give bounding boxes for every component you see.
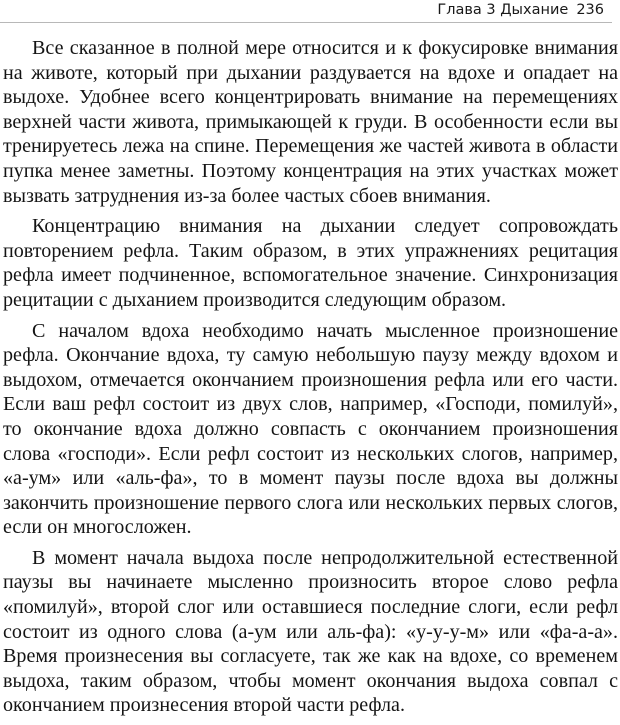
page-number: 236 bbox=[576, 2, 604, 18]
paragraph: С началом вдоха необходимо начать мысленное произношение рефла. Окончание вдоха, ту самую небольшую паузу между вдохом и выдохом, отмечается окончанием произношения рефла или его части. Если ваш рефл состоит из двух слов, например, «Господи, помилуй», то окончание вдоха должно совпасть с окончанием произношения слова «господи». Если рефл состоит из нескольких слогов, например, «а-ум» или «аль-фа», то в момент паузы после вдоха вы должны закончить произношение первого слога или нескольких первых слогов, если он многосложен. bbox=[3, 319, 618, 539]
body-text bbox=[3, 36, 618, 724]
chapter-title: Глава 3 Дыхание bbox=[437, 2, 569, 18]
paragraph: В момент начала выдоха после непродолжительной естественной паузы вы начинаете мысленно произносить второе слово рефла «помилуй», второй слог или оставшиеся последние слоги, если рефл состоит из одного слова (а-ум или аль-фа): «у-у-у-м» или «фа-а-а». Время произнесения вы согласуете, так же как на вдохе, со временем выдоха, таким образом, чтобы момент окончания выдоха совпал с окончанием произнесения второй части рефла. bbox=[3, 546, 618, 717]
running-header bbox=[0, 0, 612, 23]
paragraph: Все сказанное в полной мере относится и к фокусировке внимания на животе, который при дыхании раздувается на вдохе и опадает на выдохе. Удобнее всего концентрировать внимание на перемещениях верхней части живота, примыкающей к груди. В особенности если вы тренируетесь лежа на спине. Перемещения же частей живота в области пупка менее заметны. Поэтому концентрация на этих участках может вызвать затруднения из-за более частых сбоев внимания. bbox=[3, 37, 618, 207]
paragraph: Концентрацию внимания на дыхании следует сопровождать повторением рефла. Таким образом, в этих упражнениях рецитация рефла имеет подчиненное, вспомогательное значение. Синхронизация рецитации с дыханием производится следующим образом. bbox=[3, 215, 618, 311]
